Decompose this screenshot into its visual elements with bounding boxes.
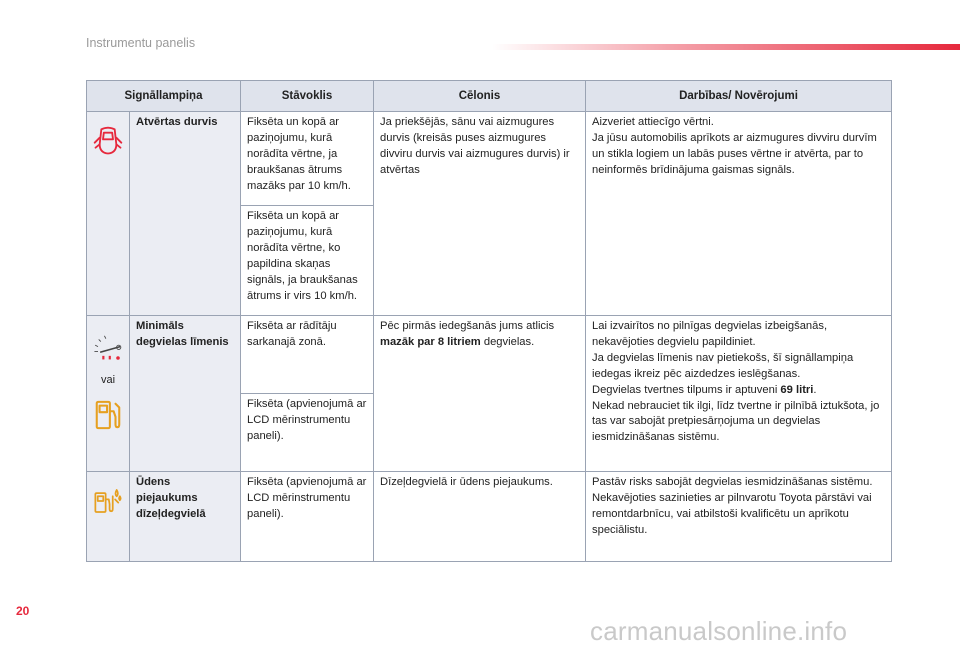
column-header: Signāllampiņa: [87, 81, 241, 112]
lamp-name: Atvērtas durvis: [130, 112, 241, 316]
lamp-icon-cell: [87, 112, 130, 316]
status-text: Fiksēta ar rādītāju sarkanajā zonā.: [241, 316, 374, 394]
warning-lamps-table: [86, 80, 892, 562]
page-number: 20: [16, 604, 30, 618]
table-row: [87, 316, 892, 394]
action-text: Aizveriet attiecīgo vērtni. Ja jūsu automobilis aprīkots ar aizmugures divviru durvīm un stikla logiem un labās puses vērtne ir atvērta, par to neinformēs brīdinājuma gaismas signāls.: [586, 112, 892, 316]
table-header-row: [87, 81, 892, 112]
page-header-title: Instrumentu panelis: [86, 36, 196, 50]
status-text: Fiksēta un kopā ar paziņojumu, kurā norādīta vērtne, ja braukšanas ātrums mazāks par 10 km/h.: [241, 112, 374, 206]
status-text: Fiksēta un kopā ar paziņojumu, kurā norādīta vērtne, ko papildina skaņas signāls, ja braukšanas ātrums ir virs 10 km/h.: [241, 206, 374, 316]
footer-watermark: carmanualsonline.info: [590, 616, 848, 646]
column-header: Cēlonis: [374, 81, 586, 112]
status-text: Fiksēta (apvienojumā ar LCD mērinstrumentu paneli).: [241, 394, 374, 472]
column-header: Stāvoklis: [241, 81, 374, 112]
cause-text: Ja priekšējās, sānu vai aizmugures durvis (kreisās puses aizmugures divviru durvis vai aizmugures durvis) ir atvērtas: [374, 112, 586, 316]
fuel-pump-icon: [93, 397, 123, 433]
column-header: Darbības/ Novērojumi: [586, 81, 892, 112]
table-row: [87, 472, 892, 562]
status-text: Fiksēta (apvienojumā ar LCD mērinstrumentu paneli).: [241, 472, 374, 562]
alternative-word: vai: [100, 374, 116, 386]
cause-text: Pēc pirmās iedegšanās jums atlicis mazāk par 8 litriem degvielas.: [374, 316, 586, 472]
cause-text: Dīzeļdegvielā ir ūdens piejaukums.: [374, 472, 586, 562]
lamp-name: Ūdens piejaukums dīzeļdegvielā: [130, 472, 241, 562]
water-in-diesel-icon: [93, 483, 123, 519]
lamp-icon-cell: [87, 316, 130, 472]
action-text: Lai izvairītos no pilnīgas degvielas izbeigšanās, nekavējoties degvielu papildiniet. Ja degvielas līmenis nav pietiekošs, šī signāllampiņa iedegas ikreiz pēc aizdedzes ieslēgšanas. Degvielas tvertnes tilpums ir aptuveni 69 litri. Nekad nebrauciet tik ilgi, līdz tvertne ir pilnībā iztukšota, jo tas var sabojāt pretpiesārņojuma un degvielas iesmidzināšanas sistēmu.: [586, 316, 892, 472]
lamp-name: Minimāls degvielas līmenis: [130, 316, 241, 472]
fuel-gauge-icon: [93, 329, 123, 367]
lamp-icon-cell: [87, 472, 130, 562]
action-text: Pastāv risks sabojāt degvielas iesmidzināšanas sistēmu. Nekavējoties sazinieties ar pilnvarotu Toyota pārstāvi vai remontdarbnīcu, vai atbilstoši kvalificētu un aprīkotu speciālistu.: [586, 472, 892, 562]
table-row: [87, 112, 892, 206]
header-accent-bar: [492, 44, 960, 50]
open-door-icon: [93, 121, 123, 161]
